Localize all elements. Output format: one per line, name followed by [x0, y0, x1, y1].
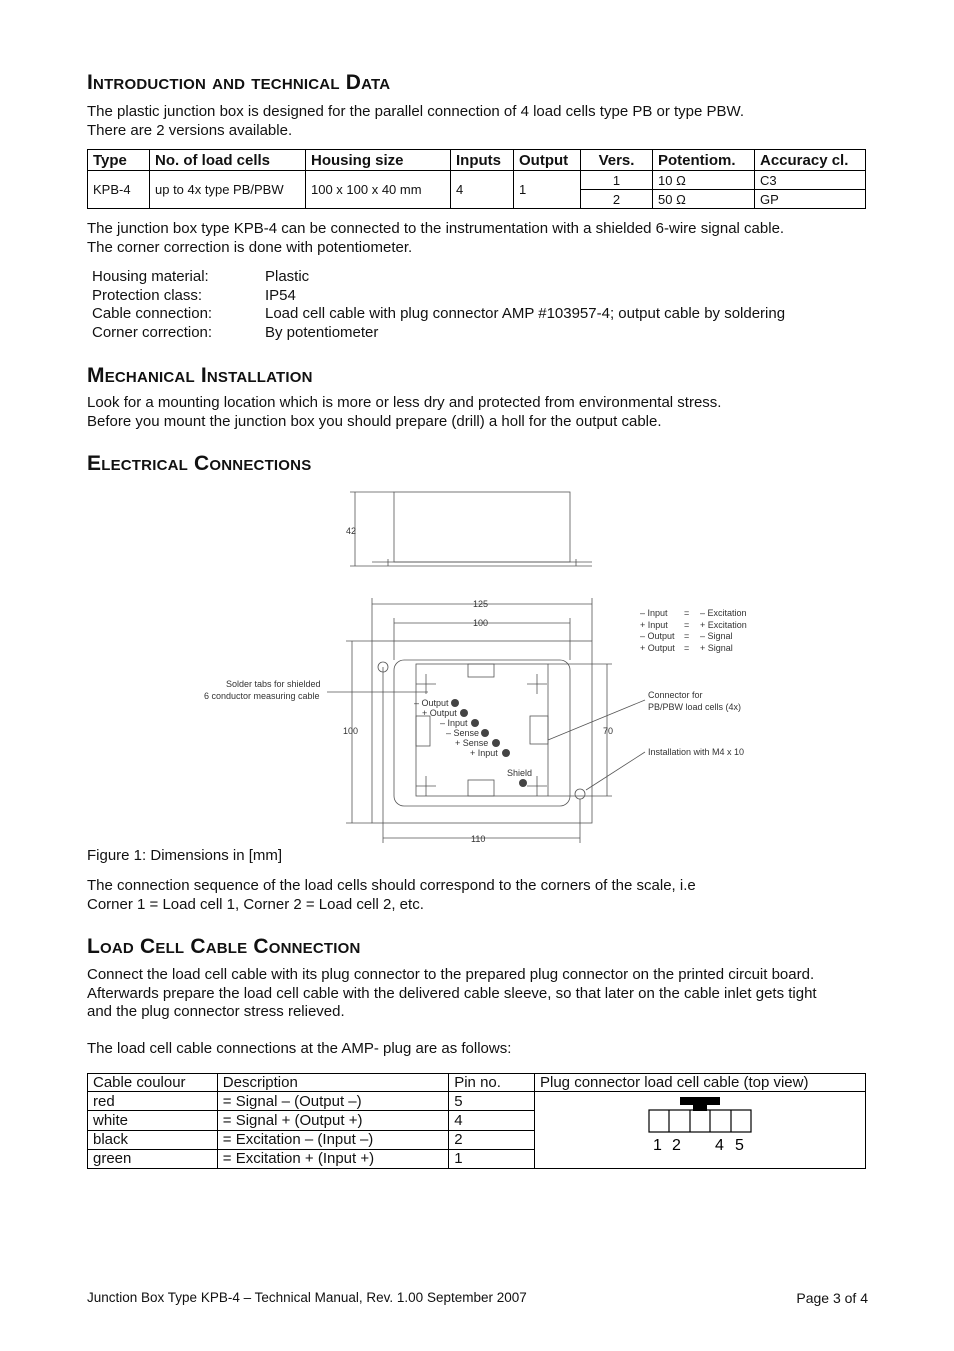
legend-left: + Input: [640, 620, 668, 630]
intro-line-1: The plastic junction box is designed for the parallel connection of 4 load cells type PB or type PBW.: [87, 103, 745, 120]
legend-eq: =: [684, 631, 690, 641]
property-key: Cable connection:: [92, 305, 213, 322]
cell-vers: 2: [581, 190, 653, 209]
dim-label-42: 42: [346, 526, 357, 536]
terminal-label: + Output: [422, 708, 457, 718]
cell-description: = Excitation + (Input +): [217, 1149, 448, 1168]
col-accuracy: Accuracy cl.: [755, 150, 866, 171]
sequence-line-2: Corner 1 = Load cell 1, Corner 2 = Load cell 2, etc.: [87, 895, 424, 913]
legend-right: – Signal: [700, 631, 733, 641]
signal-legend: [640, 608, 747, 653]
cell-load-cells: up to 4x type PB/PBW: [150, 171, 306, 209]
intro-line-3: The junction box type KPB-4 can be connected to the instrumentation with a shielded 6-wire signal cable.: [87, 220, 785, 237]
mechanical-line-2: Before you mount the junction box you should prepare (drill) a holl for the output cable.: [87, 412, 662, 430]
col-pin: Pin no.: [449, 1074, 535, 1092]
cell-pin: 2: [449, 1130, 535, 1149]
loadcell-line-3: and the plug connector stress relieved.: [87, 1003, 345, 1020]
col-load-cells: No. of load cells: [150, 150, 306, 171]
property-value: IP54: [265, 286, 296, 304]
intro-line-2: There are 2 versions available.: [87, 121, 293, 139]
terminal-label: – Output: [414, 698, 449, 708]
solder-label-1: Solder tabs for shielded: [226, 679, 321, 689]
footer-left: Junction Box Type KPB-4 – Technical Manual, Rev. 1.00 September 2007: [87, 1290, 527, 1305]
cable-connection-table: [87, 1073, 866, 1169]
cell-output: 1: [514, 171, 581, 209]
cell-pin: 4: [449, 1111, 535, 1130]
property-key: Protection class:: [92, 286, 203, 304]
cell-colour: white: [88, 1111, 218, 1130]
cell-type: KPB-4: [88, 171, 150, 209]
figure-caption: Figure 1: Dimensions in [mm]: [87, 847, 283, 864]
sequence-paragraph: [87, 877, 696, 914]
pin-label: 5: [735, 1137, 744, 1154]
loadcell-line-4: The load cell cable connections at the AMP- plug are as follows:: [87, 1040, 512, 1057]
loadcell-line-1: Connect the load cell cable with its plug connector to the prepared plug connector on the printed circuit board.: [87, 966, 815, 983]
connector-label-1: Connector for: [648, 690, 703, 700]
dim-label-100-top: 100: [473, 618, 489, 628]
legend-left: + Output: [640, 643, 675, 653]
pin-label: 4: [715, 1137, 724, 1154]
loadcell-heading: Load Cell Cable Connection: [87, 935, 361, 958]
col-housing: Housing size: [306, 150, 451, 171]
cell-acc: GP: [755, 190, 866, 209]
solder-label-2: 6 conductor measuring cable: [204, 691, 320, 701]
col-potentiom: Potentiom.: [653, 150, 755, 171]
mounting-hole: [575, 789, 585, 799]
col-plug: Plug connector load cell cable (top view): [535, 1074, 866, 1092]
col-description: Description: [217, 1074, 448, 1092]
cell-colour: green: [88, 1149, 218, 1168]
connector-label-2: PB/PBW load cells (4x): [648, 702, 742, 712]
col-vers: Vers.: [581, 150, 653, 171]
shield-label: Shield: [507, 768, 533, 778]
terminal-label: + Input: [470, 748, 498, 758]
sequence-line-1: The connection sequence of the load cells should correspond to the corners of the scale, i.e: [87, 877, 696, 894]
cell-pot: 50 Ω: [653, 190, 755, 209]
mechanical-heading: Mechanical Installation: [87, 364, 313, 387]
property-value: By potentiometer: [265, 323, 379, 341]
cell-pot: 10 Ω: [653, 171, 755, 190]
cell-housing: 100 x 100 x 40 mm: [306, 171, 451, 209]
cell-colour: red: [88, 1092, 218, 1111]
loadcell-line-2: Afterwards prepare the load cell cable with the delivered cable sleeve, so that later on the cable inlet gets tight: [87, 984, 817, 1002]
legend-right: + Excitation: [700, 620, 747, 630]
terminal-label: – Input: [440, 718, 468, 728]
legend-left: – Output: [640, 631, 675, 641]
terminal-label: + Sense: [455, 738, 489, 748]
plug-diagram-cell: [535, 1092, 866, 1169]
cell-description: = Signal + (Output +): [217, 1111, 448, 1130]
dim-label-100-left: 100: [343, 726, 359, 736]
table-row: [88, 1092, 866, 1111]
legend-eq: =: [684, 643, 690, 653]
legend-right: + Signal: [700, 643, 733, 653]
property-value: Load cell cable with plug connector AMP #103957-4; output cable by soldering: [265, 305, 786, 322]
plug-connector-diagram: [535, 1092, 865, 1168]
property-key: Housing material:: [92, 268, 209, 285]
cell-inputs: 4: [451, 171, 514, 209]
property-value: Plastic: [265, 268, 310, 285]
installation-label: Installation with M4 x 10: [648, 747, 745, 757]
col-type: Type: [88, 150, 150, 171]
loadcell-paragraph: [87, 966, 817, 1022]
cell-acc: C3: [755, 171, 866, 190]
cell-colour: black: [88, 1130, 218, 1149]
legend-right: – Excitation: [700, 608, 747, 618]
intro-line-4: The corner correction is done with potentiometer.: [87, 238, 413, 256]
legend-eq: =: [684, 620, 690, 630]
mechanical-line-1: Look for a mounting location which is more or less dry and protected from environmental stress.: [87, 394, 722, 411]
intro-heading: Introduction and technical Data: [87, 71, 391, 94]
col-output: Output: [514, 150, 581, 171]
legend-left: – Input: [640, 608, 668, 618]
pin-label: 1: [653, 1137, 662, 1154]
cell-description: = Signal – (Output –): [217, 1092, 448, 1111]
dim-label-70: 70: [603, 726, 614, 736]
col-cable-colour: Cable coulour: [88, 1074, 218, 1092]
cell-vers: 1: [581, 171, 653, 190]
property-key: Corner correction:: [92, 323, 213, 341]
dim-label-125: 125: [473, 599, 489, 609]
footer-page-number: Page 3 of 4: [796, 1290, 868, 1306]
col-inputs: Inputs: [451, 150, 514, 171]
cell-pin: 1: [449, 1149, 535, 1168]
cell-pin: 5: [449, 1092, 535, 1111]
electrical-heading: Electrical Connections: [87, 452, 312, 475]
table-header-row: [88, 1074, 866, 1092]
legend-eq: =: [684, 608, 690, 618]
dim-label-110: 110: [471, 834, 486, 844]
side-view-box: [394, 492, 570, 562]
terminal-label: – Sense: [446, 728, 480, 738]
pin-label: 2: [672, 1137, 681, 1154]
cell-description: = Excitation – (Input –): [217, 1130, 448, 1149]
